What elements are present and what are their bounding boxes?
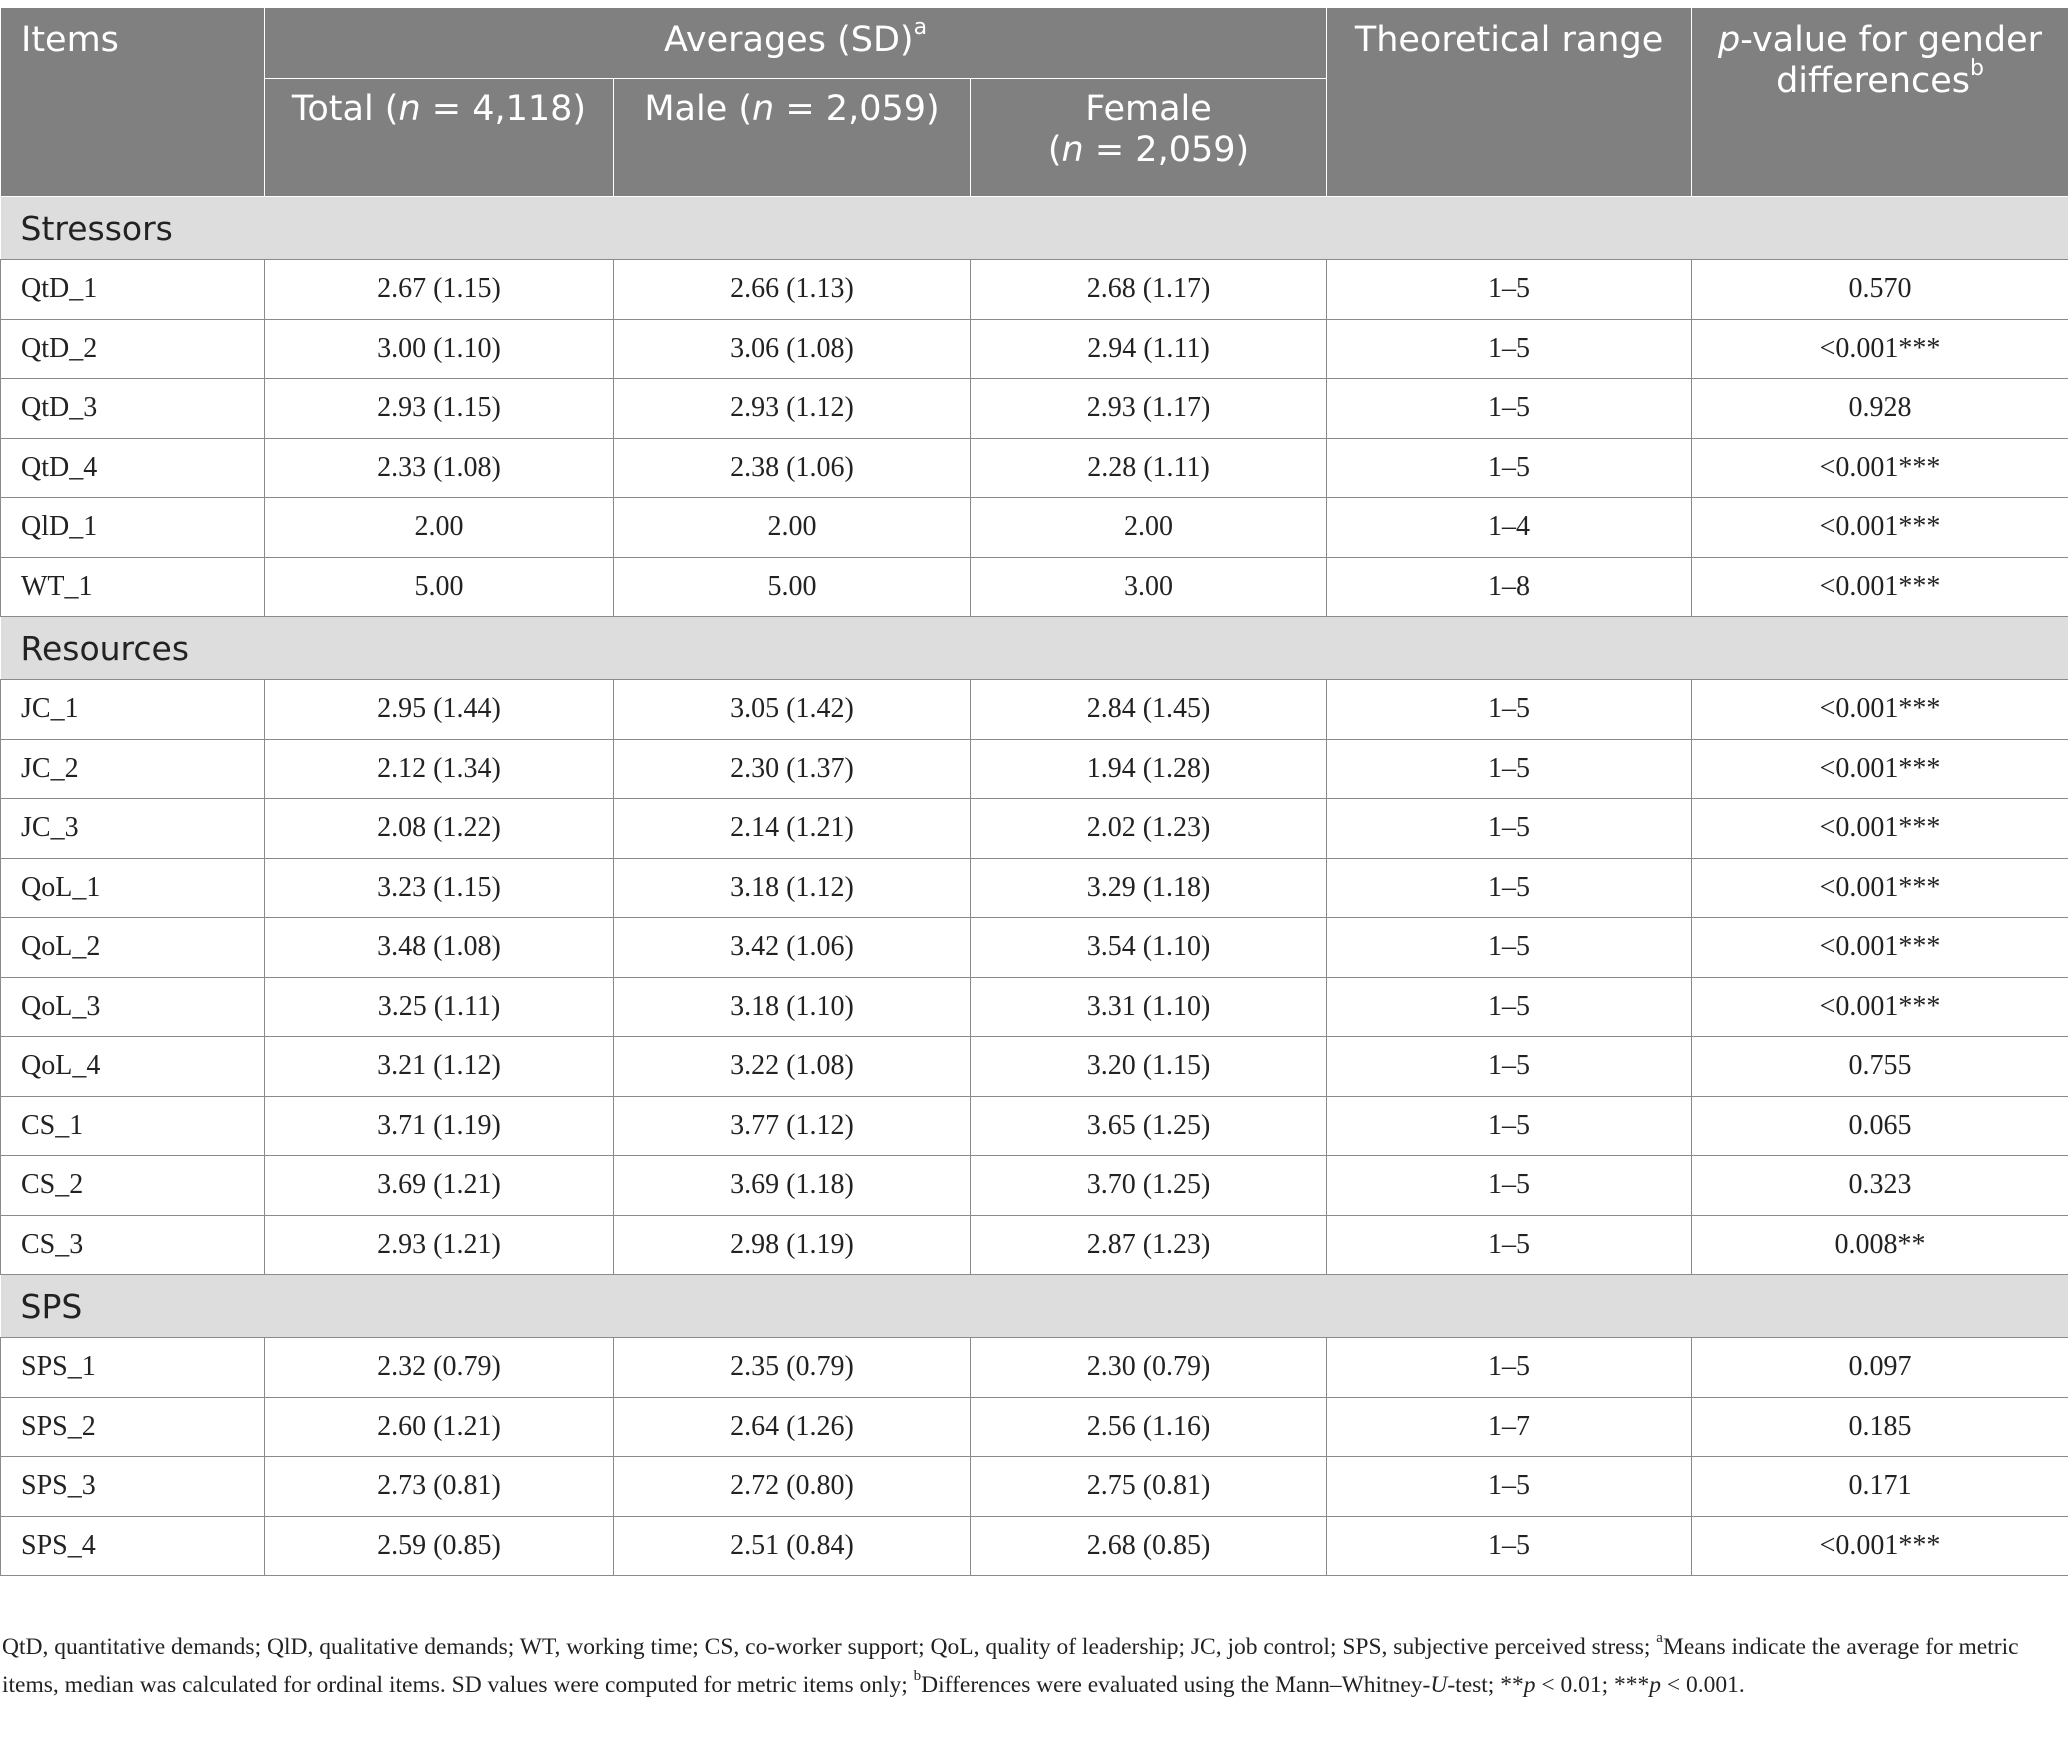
- cell-total: 2.95 (1.44): [265, 680, 614, 740]
- cell-male: 2.72 (0.80): [614, 1457, 971, 1517]
- cell-female: 2.84 (1.45): [971, 680, 1327, 740]
- cell-male: 2.98 (1.19): [614, 1215, 971, 1275]
- header-theoretical-range: Theoretical range: [1327, 8, 1692, 197]
- cell-item: JC_2: [1, 739, 265, 799]
- cell-p-value: 0.185: [1692, 1397, 2068, 1457]
- cell-male: 2.66 (1.13): [614, 260, 971, 320]
- cell-male: 2.14 (1.21): [614, 799, 971, 859]
- cell-range: 1–7: [1327, 1397, 1692, 1457]
- cell-male: 3.06 (1.08): [614, 319, 971, 379]
- section-row: [1, 197, 2068, 260]
- table-row: [1, 1338, 2068, 1398]
- cell-range: 1–5: [1327, 918, 1692, 978]
- cell-male: 2.35 (0.79): [614, 1338, 971, 1398]
- cell-female: 2.87 (1.23): [971, 1215, 1327, 1275]
- cell-male: 3.42 (1.06): [614, 918, 971, 978]
- cell-item: QoL_2: [1, 918, 265, 978]
- cell-female: 2.94 (1.11): [971, 319, 1327, 379]
- cell-total: 5.00: [265, 557, 614, 617]
- cell-total: 2.73 (0.81): [265, 1457, 614, 1517]
- cell-total: 2.93 (1.15): [265, 379, 614, 439]
- cell-range: 1–5: [1327, 799, 1692, 859]
- cell-item: SPS_1: [1, 1338, 265, 1398]
- cell-p-value: 0.008**: [1692, 1215, 2068, 1275]
- cell-item: SPS_4: [1, 1516, 265, 1576]
- cell-range: 1–5: [1327, 438, 1692, 498]
- cell-total: 2.93 (1.21): [265, 1215, 614, 1275]
- cell-total: 3.00 (1.10): [265, 319, 614, 379]
- table-row: [1, 1037, 2068, 1097]
- cell-range: 1–5: [1327, 977, 1692, 1037]
- cell-p-value: 0.097: [1692, 1338, 2068, 1398]
- table-row: [1, 1457, 2068, 1517]
- cell-item: JC_1: [1, 680, 265, 740]
- cell-item: SPS_3: [1, 1457, 265, 1517]
- cell-item: QoL_3: [1, 977, 265, 1037]
- cell-item: QtD_1: [1, 260, 265, 320]
- cell-p-value: 0.065: [1692, 1096, 2068, 1156]
- cell-p-value: <0.001***: [1692, 680, 2068, 740]
- section-row: [1, 617, 2068, 680]
- table-row: [1, 557, 2068, 617]
- cell-total: 2.59 (0.85): [265, 1516, 614, 1576]
- cell-p-value: 0.171: [1692, 1457, 2068, 1517]
- cell-range: 1–5: [1327, 1096, 1692, 1156]
- cell-p-value: <0.001***: [1692, 799, 2068, 859]
- cell-total: 3.71 (1.19): [265, 1096, 614, 1156]
- cell-p-value: 0.323: [1692, 1156, 2068, 1216]
- cell-total: 3.69 (1.21): [265, 1156, 614, 1216]
- cell-total: 2.33 (1.08): [265, 438, 614, 498]
- cell-item: CS_2: [1, 1156, 265, 1216]
- cell-male: 3.77 (1.12): [614, 1096, 971, 1156]
- cell-female: 2.93 (1.17): [971, 379, 1327, 439]
- cell-female: 2.68 (1.17): [971, 260, 1327, 320]
- data-table: [0, 8, 2068, 1576]
- cell-p-value: <0.001***: [1692, 977, 2068, 1037]
- table-row: [1, 977, 2068, 1037]
- cell-total: 2.32 (0.79): [265, 1338, 614, 1398]
- cell-male: 2.30 (1.37): [614, 739, 971, 799]
- cell-female: 3.29 (1.18): [971, 858, 1327, 918]
- cell-female: 2.02 (1.23): [971, 799, 1327, 859]
- cell-total: 3.23 (1.15): [265, 858, 614, 918]
- section-title: Stressors: [1, 197, 2068, 260]
- cell-female: 3.00: [971, 557, 1327, 617]
- cell-range: 1–5: [1327, 1516, 1692, 1576]
- cell-p-value: <0.001***: [1692, 498, 2068, 558]
- cell-range: 1–5: [1327, 379, 1692, 439]
- section-title: SPS: [1, 1275, 2068, 1338]
- cell-male: 5.00: [614, 557, 971, 617]
- cell-p-value: 0.755: [1692, 1037, 2068, 1097]
- cell-p-value: <0.001***: [1692, 918, 2068, 978]
- table-row: [1, 438, 2068, 498]
- cell-p-value: <0.001***: [1692, 858, 2068, 918]
- cell-male: 2.38 (1.06): [614, 438, 971, 498]
- section-title: Resources: [1, 617, 2068, 680]
- header-female: Female (n = 2,059): [971, 78, 1327, 196]
- cell-range: 1–5: [1327, 1156, 1692, 1216]
- cell-item: CS_3: [1, 1215, 265, 1275]
- cell-range: 1–5: [1327, 1457, 1692, 1517]
- cell-range: 1–5: [1327, 260, 1692, 320]
- table-row: [1, 1516, 2068, 1576]
- cell-item: SPS_2: [1, 1397, 265, 1457]
- cell-male: 3.22 (1.08): [614, 1037, 971, 1097]
- header-total: Total (n = 4,118): [265, 78, 614, 196]
- cell-female: 3.65 (1.25): [971, 1096, 1327, 1156]
- table-body: [1, 197, 2068, 1576]
- cell-range: 1–5: [1327, 1215, 1692, 1275]
- table-row: [1, 1156, 2068, 1216]
- cell-total: 3.48 (1.08): [265, 918, 614, 978]
- cell-item: QtD_4: [1, 438, 265, 498]
- cell-total: 2.00: [265, 498, 614, 558]
- table-row: [1, 260, 2068, 320]
- cell-item: CS_1: [1, 1096, 265, 1156]
- cell-female: 2.30 (0.79): [971, 1338, 1327, 1398]
- cell-item: QlD_1: [1, 498, 265, 558]
- header-male: Male (n = 2,059): [614, 78, 971, 196]
- cell-male: 3.69 (1.18): [614, 1156, 971, 1216]
- cell-total: 3.25 (1.11): [265, 977, 614, 1037]
- cell-p-value: 0.928: [1692, 379, 2068, 439]
- table-header: [1, 8, 2068, 197]
- cell-p-value: <0.001***: [1692, 319, 2068, 379]
- cell-range: 1–8: [1327, 557, 1692, 617]
- cell-female: 3.20 (1.15): [971, 1037, 1327, 1097]
- table-row: [1, 799, 2068, 859]
- cell-male: 2.00: [614, 498, 971, 558]
- cell-total: 3.21 (1.12): [265, 1037, 614, 1097]
- table-row: [1, 1397, 2068, 1457]
- cell-item: QtD_3: [1, 379, 265, 439]
- cell-male: 2.93 (1.12): [614, 379, 971, 439]
- cell-range: 1–5: [1327, 680, 1692, 740]
- cell-p-value: <0.001***: [1692, 739, 2068, 799]
- cell-p-value: 0.570: [1692, 260, 2068, 320]
- cell-range: 1–5: [1327, 1338, 1692, 1398]
- table-row: [1, 858, 2068, 918]
- cell-total: 2.60 (1.21): [265, 1397, 614, 1457]
- cell-p-value: <0.001***: [1692, 1516, 2068, 1576]
- cell-male: 3.18 (1.10): [614, 977, 971, 1037]
- cell-range: 1–5: [1327, 858, 1692, 918]
- cell-item: QtD_2: [1, 319, 265, 379]
- cell-female: 2.68 (0.85): [971, 1516, 1327, 1576]
- cell-range: 1–5: [1327, 1037, 1692, 1097]
- cell-female: 3.54 (1.10): [971, 918, 1327, 978]
- section-row: [1, 1275, 2068, 1338]
- header-p-value: p-value for gender differences$^b$: [1692, 8, 2068, 197]
- table-container: [0, 8, 2068, 1576]
- cell-female: 2.56 (1.16): [971, 1397, 1327, 1457]
- cell-female: 2.75 (0.81): [971, 1457, 1327, 1517]
- cell-item: QoL_1: [1, 858, 265, 918]
- cell-item: WT_1: [1, 557, 265, 617]
- cell-range: 1–5: [1327, 319, 1692, 379]
- header-items: Items: [1, 8, 265, 197]
- table-row: [1, 1215, 2068, 1275]
- table-row: [1, 379, 2068, 439]
- header-averages: Averages (SD)$^a$: [265, 8, 1327, 78]
- table-row: [1, 918, 2068, 978]
- cell-total: 2.67 (1.15): [265, 260, 614, 320]
- cell-p-value: <0.001***: [1692, 438, 2068, 498]
- cell-item: QoL_4: [1, 1037, 265, 1097]
- cell-female: 2.28 (1.11): [971, 438, 1327, 498]
- table-row: [1, 739, 2068, 799]
- cell-male: 2.51 (0.84): [614, 1516, 971, 1576]
- cell-male: 3.18 (1.12): [614, 858, 971, 918]
- table-row: [1, 498, 2068, 558]
- cell-total: 2.08 (1.22): [265, 799, 614, 859]
- cell-female: 3.70 (1.25): [971, 1156, 1327, 1216]
- cell-range: 1–4: [1327, 498, 1692, 558]
- cell-item: JC_3: [1, 799, 265, 859]
- table-footnote: QtD, quantitative demands; QlD, qualitative demands; WT, working time; CS, co-worker support; QoL, quality of leadership; JC, job control; SPS, subjective perceived stress; $^a$Means indicate the average for metric items, median was calculated for ordinal items. SD values were computed for metric items only; $^b$Differences were evaluated using the Mann–Whitney-U-test; **p < 0.01; ***p < 0.001.: [2, 1630, 2019, 1698]
- cell-female: 3.31 (1.10): [971, 977, 1327, 1037]
- table-row: [1, 680, 2068, 740]
- cell-p-value: <0.001***: [1692, 557, 2068, 617]
- cell-male: 3.05 (1.42): [614, 680, 971, 740]
- table-row: [1, 1096, 2068, 1156]
- cell-range: 1–5: [1327, 739, 1692, 799]
- table-row: [1, 319, 2068, 379]
- cell-female: 1.94 (1.28): [971, 739, 1327, 799]
- cell-female: 2.00: [971, 498, 1327, 558]
- cell-male: 2.64 (1.26): [614, 1397, 971, 1457]
- cell-total: 2.12 (1.34): [265, 739, 614, 799]
